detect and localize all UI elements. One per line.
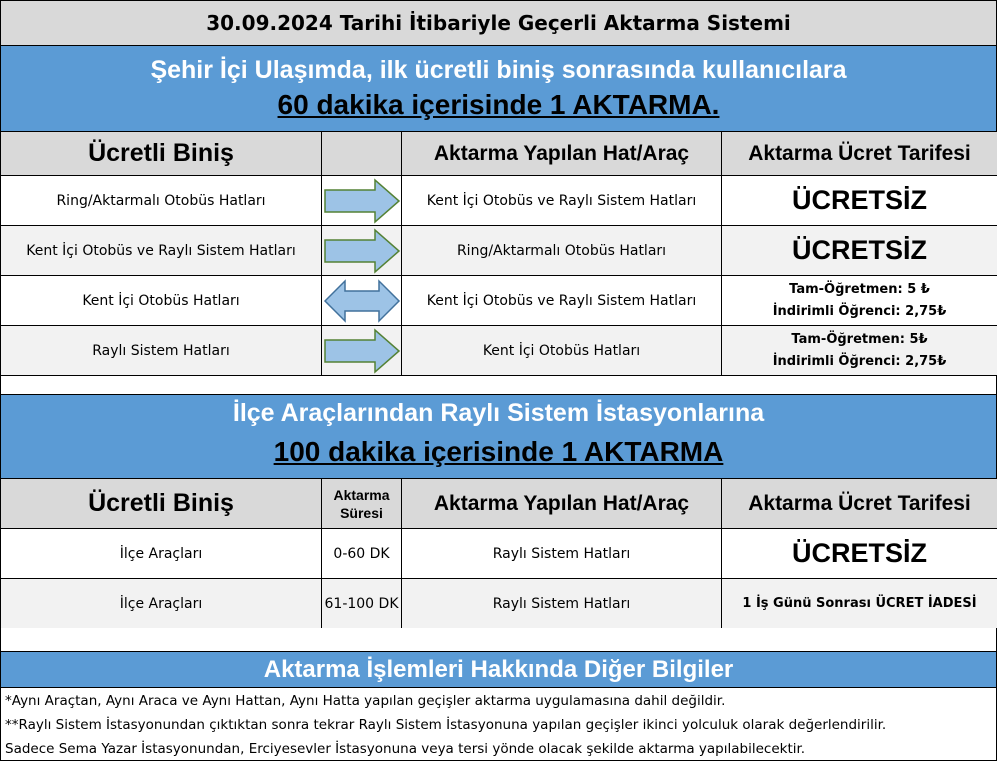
paid-cell: Kent İçi Otobüs ve Raylı Sistem Hatları — [1, 226, 322, 276]
table-row — [1, 579, 997, 629]
note-3: Sadece Sema Yazar İstasyonundan, Erciyesevler İstasyonuna veya tersi yönde olacak şekilde aktarma yapılabilecektir. — [5, 741, 806, 757]
paid-cell: İlçe Araçları — [1, 529, 322, 579]
header-transfer: Aktarma Yapılan Hat/Araç — [402, 132, 722, 176]
paid-cell: İlçe Araçları — [1, 579, 322, 629]
paid-cell: Raylı Sistem Hatları — [1, 326, 322, 376]
table-row — [1, 276, 997, 326]
table-row — [1, 226, 997, 276]
section2-banner — [0, 394, 997, 478]
right-arrow-icon — [322, 226, 402, 276]
header-duration-line2: Süresi — [340, 504, 383, 521]
fare-cell — [722, 326, 997, 376]
table-row — [1, 529, 997, 579]
header-duration — [322, 479, 402, 529]
info-notes — [0, 688, 997, 761]
header-paid: Ücretli Biniş — [1, 479, 322, 529]
info-banner — [0, 651, 997, 688]
fare-cell: 1 İş Günü Sonrası ÜCRET İADESİ — [722, 579, 997, 629]
transfer-cell: Kent İçi Otobüs ve Raylı Sistem Hatları — [402, 276, 722, 326]
transfer-cell: Raylı Sistem Hatları — [402, 529, 722, 579]
header-fare: Aktarma Ücret Tarifesi — [722, 132, 997, 176]
paid-cell: Ring/Aktarmalı Otobüs Hatları — [1, 176, 322, 226]
page-title-text: 30.09.2024 Tarihi İtibariyle Geçerli Aktarma Sistemi — [206, 11, 791, 35]
header-transfer: Aktarma Yapılan Hat/Araç — [402, 479, 722, 529]
section1-subtitle: Şehir İçi Ulaşımda, ilk ücretli biniş sonrasında kullanıcılara — [150, 56, 847, 84]
table-row — [1, 176, 997, 226]
section1-table — [0, 131, 997, 376]
table-row — [1, 326, 997, 376]
fare-cell: ÜCRETSİZ — [722, 176, 997, 226]
header-arrow — [322, 132, 402, 176]
duration-cell: 0-60 DK — [322, 529, 402, 579]
transfer-cell: Ring/Aktarmalı Otobüs Hatları — [402, 226, 722, 276]
fare-discount: İndirimli Öğrenci: 2,75₺ — [772, 303, 947, 319]
header-duration-line1: Aktarma — [333, 486, 390, 503]
duration-cell: 61-100 DK — [322, 579, 402, 629]
spacer — [0, 628, 997, 651]
section1-headline: 60 dakika içerisinde 1 AKTARMA. — [277, 89, 720, 120]
spacer — [0, 376, 997, 394]
fare-discount: İndirimli Öğrenci: 2,75₺ — [772, 353, 947, 369]
right-arrow-icon — [322, 326, 402, 376]
transfer-cell: Raylı Sistem Hatları — [402, 579, 722, 629]
section1-banner — [0, 46, 997, 131]
transfer-cell: Kent İçi Otobüs Hatları — [402, 326, 722, 376]
fare-cell — [722, 276, 997, 326]
section2-table — [0, 478, 997, 629]
section2-header-row — [1, 479, 997, 529]
fare-cell: ÜCRETSİZ — [722, 529, 997, 579]
fare-cell: ÜCRETSİZ — [722, 226, 997, 276]
transfer-cell: Kent İçi Otobüs ve Raylı Sistem Hatları — [402, 176, 722, 226]
info-title: Aktarma İşlemleri Hakkında Diğer Bilgiler — [263, 655, 734, 683]
fare-full: Tam-Öğretmen: 5₺ — [791, 331, 928, 347]
fare-full: Tam-Öğretmen: 5 ₺ — [789, 281, 930, 297]
note-2: **Raylı Sistem İstasyonundan çıktıktan sonra tekrar Raylı Sistem İstasyonuna yapılan geçişler ikinci yolculuk olarak değerlendirilir. — [5, 717, 887, 733]
header-paid: Ücretli Biniş — [1, 132, 322, 176]
section2-headline: 100 dakika içerisinde 1 AKTARMA — [273, 436, 724, 467]
section2-subtitle: İlçe Araçlarından Raylı Sistem İstasyonlarına — [232, 399, 765, 427]
double-arrow-icon — [322, 276, 402, 326]
section1-header-row — [1, 132, 997, 176]
note-1: *Aynı Araçtan, Aynı Araca ve Aynı Hattan, Aynı Hatta yapılan geçişler aktarma uygulamasına dahil değildir. — [5, 693, 726, 709]
header-fare: Aktarma Ücret Tarifesi — [722, 479, 997, 529]
right-arrow-icon — [322, 176, 402, 226]
page-title — [0, 0, 997, 46]
paid-cell: Kent İçi Otobüs Hatları — [1, 276, 322, 326]
